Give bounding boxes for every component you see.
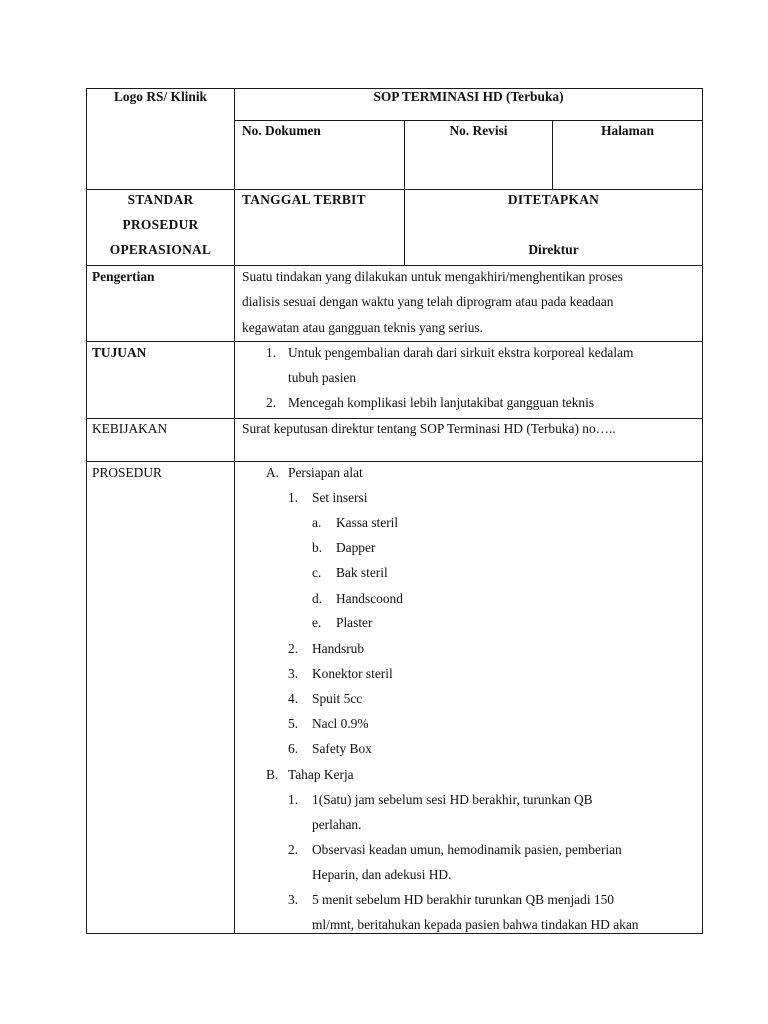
section-letter: B. <box>266 767 279 782</box>
list-number: 5. <box>288 716 299 731</box>
tujuan-item-text: Mencegah komplikasi lebih lanjutakibat gangguan teknis <box>288 395 595 410</box>
list-number: 6. <box>288 741 299 756</box>
kebijakan-label: KEBIJAKAN <box>92 421 168 436</box>
section-title: Persiapan alat <box>288 465 363 480</box>
list-number: 1. <box>288 490 299 505</box>
doc-number-label: No. Dokumen <box>242 123 321 138</box>
table-border-right <box>702 88 703 934</box>
pengertian-line: kegawatan atau gangguan teknis yang serius. <box>242 320 483 335</box>
list-item: Handsrub <box>312 641 365 656</box>
sub-list-letter: c. <box>312 565 322 580</box>
sub-list-letter: e. <box>312 615 322 630</box>
issue-date-label: TANGGAL TERBIT <box>242 192 366 207</box>
step-text: perlahan. <box>312 817 362 832</box>
section-title: Tahap Kerja <box>288 767 354 782</box>
sub-list-item: Kassa steril <box>336 515 399 530</box>
step-number: 2. <box>288 842 299 857</box>
header-row-divider <box>86 189 703 190</box>
step-text: Heparin, dan adekusi HD. <box>312 867 452 882</box>
logo-label: Logo RS/ Klinik <box>113 89 208 104</box>
step-number: 3. <box>288 892 299 907</box>
list-item: Spuit 5cc <box>312 691 363 706</box>
step-text: Observasi keadan umun, hemodinamik pasien, pemberian <box>312 842 622 857</box>
step-number: 1. <box>288 792 299 807</box>
pengertian-label: Pengertian <box>92 269 155 284</box>
list-item: Safety Box <box>312 741 372 756</box>
page-label: Halaman <box>601 123 654 138</box>
spo-title-line3: OPERASIONAL <box>109 242 212 257</box>
column-divider <box>234 88 235 934</box>
tujuan-item-number: 1. <box>266 345 277 360</box>
prosedur-label: PROSEDUR <box>92 465 162 480</box>
list-item: Konektor steril <box>312 666 393 681</box>
tujuan-label: TUJUAN <box>92 345 147 360</box>
step-text: 5 menit sebelum HD berakhir turunkan QB menjadi 150 <box>312 892 614 907</box>
tujuan-item-number: 2. <box>266 395 277 410</box>
tujuan-row-divider <box>86 418 703 419</box>
list-number: 4. <box>288 691 299 706</box>
table-border-bottom <box>86 933 703 934</box>
list-item: Nacl 0.9% <box>312 716 369 731</box>
step-text: ml/mnt, beritahukan kepada pasien bahwa tindakan HD akan <box>312 917 639 932</box>
section-letter: A. <box>266 465 280 480</box>
sub-list-item: Handscoond <box>336 591 403 606</box>
spo-row-divider <box>86 265 703 266</box>
sub-list-item: Bak steril <box>336 565 388 580</box>
revision-label: No. Revisi <box>449 123 508 138</box>
document-title: SOP TERMINASI HD (Terbuka) <box>373 89 564 104</box>
sub-list-letter: d. <box>312 591 323 606</box>
pengertian-line: Suatu tindakan yang dilakukan untuk mengakhiri/menghentikan proses <box>242 269 623 284</box>
tujuan-item-text: Untuk pengembalian darah dari sirkuit ekstra korporeal kedalam <box>288 345 634 360</box>
pengertian-line: dialisis sesuai dengan waktu yang telah diprogram atau pada keadaan <box>242 294 614 309</box>
sub-list-letter: b. <box>312 540 323 555</box>
director-label: Direktur <box>528 242 579 257</box>
step-text: 1(Satu) jam sebelum sesi HD berakhir, turunkan QB <box>312 792 593 807</box>
sub-list-item: Plaster <box>336 615 373 630</box>
spo-title-line1: STANDAR <box>127 192 194 207</box>
table-border-left <box>86 88 87 934</box>
sub-list-item: Dapper <box>336 540 376 555</box>
approved-label: DITETAPKAN <box>507 192 600 207</box>
kebijakan-row-divider <box>86 461 703 462</box>
pengertian-row-divider <box>86 341 703 342</box>
header-title-divider <box>234 120 703 121</box>
sub-list-letter: a. <box>312 515 322 530</box>
list-number: 2. <box>288 641 299 656</box>
kebijakan-text: Surat keputusan direktur tentang SOP Terminasi HD (Terbuka) no….. <box>242 421 616 436</box>
tujuan-item-text: tubuh pasien <box>288 370 357 385</box>
list-item: Set insersi <box>312 490 368 505</box>
spo-title-line2: PROSEDUR <box>122 217 199 232</box>
list-number: 3. <box>288 666 299 681</box>
